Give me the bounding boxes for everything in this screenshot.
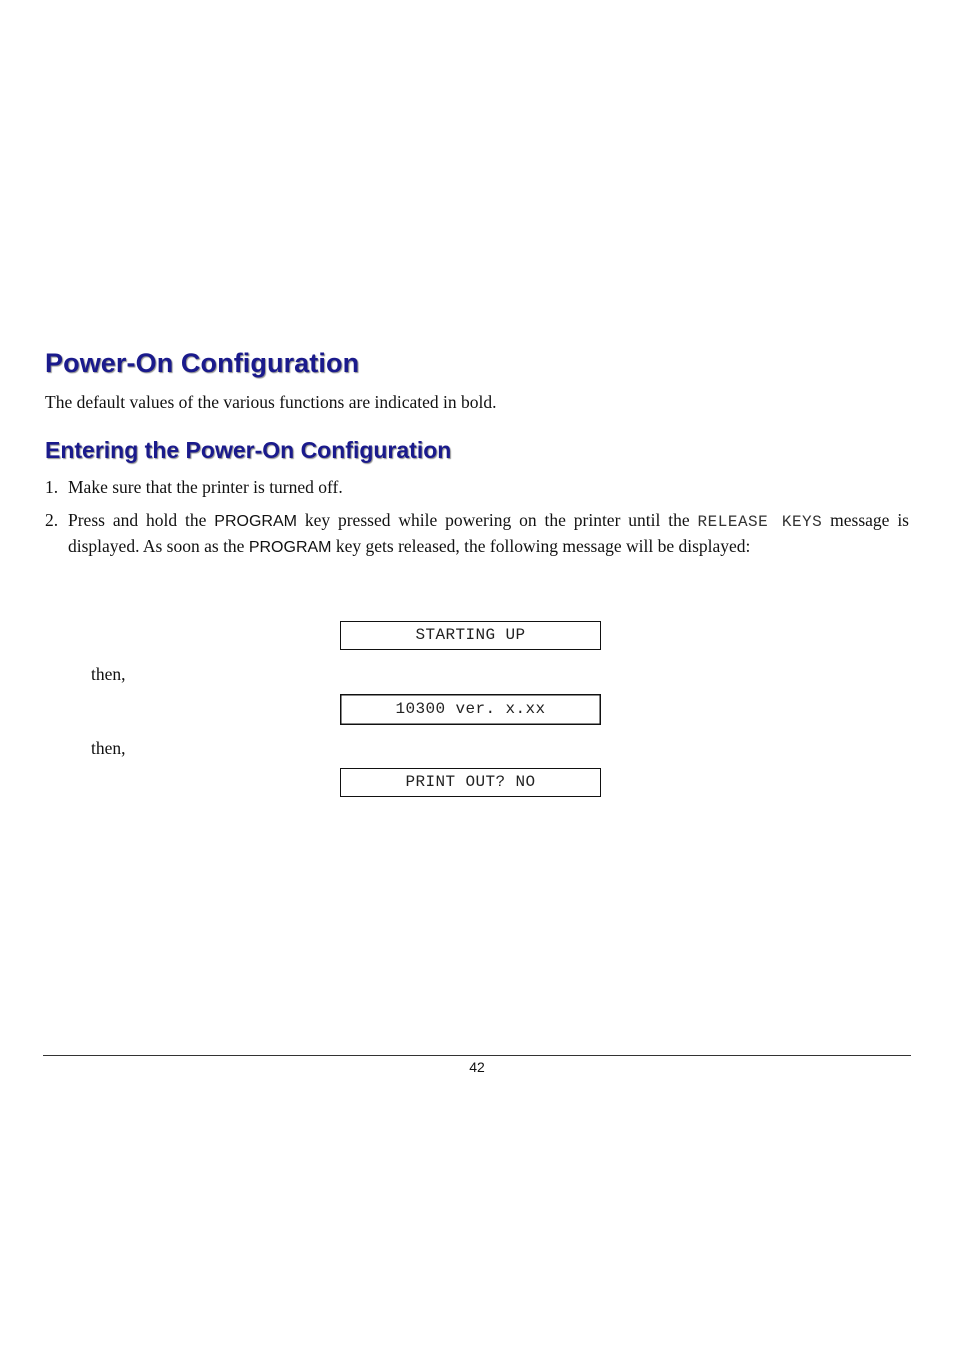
step-text-part: message is displayed. As soon as the (68, 510, 909, 556)
display-message-inline: RELEASE KEYS (697, 513, 823, 531)
step-1 (45, 475, 909, 499)
step-text (68, 508, 909, 560)
step-text: Make sure that the printer is turned off. (68, 477, 343, 497)
step-text-part: Press and hold the (68, 510, 215, 530)
program-key-name: PROGRAM (248, 539, 332, 556)
intro-paragraph: The default values of the various functions are indicated in bold. (45, 392, 497, 412)
then-label: then, (91, 664, 126, 684)
lcd-display-message: STARTING UP (340, 621, 601, 650)
subsection-title: Entering the Power-On Configuration (45, 437, 452, 463)
footer-divider (43, 1055, 911, 1056)
section-title: Power-On Configuration (45, 348, 360, 378)
page-number: 42 (469, 1059, 485, 1075)
step-text-part: key gets released, the following message will be displayed: (331, 536, 751, 556)
step-2 (45, 508, 909, 560)
step-text-part: key pressed while powering on the printer until the (296, 510, 698, 530)
then-label: then, (91, 738, 126, 758)
lcd-display-message: PRINT OUT? NO (340, 768, 601, 797)
program-key-name: PROGRAM (214, 513, 297, 530)
step-number: 1. (45, 477, 59, 497)
step-number: 2. (45, 510, 59, 530)
lcd-display-message: 10300 ver. x.xx (340, 694, 601, 725)
